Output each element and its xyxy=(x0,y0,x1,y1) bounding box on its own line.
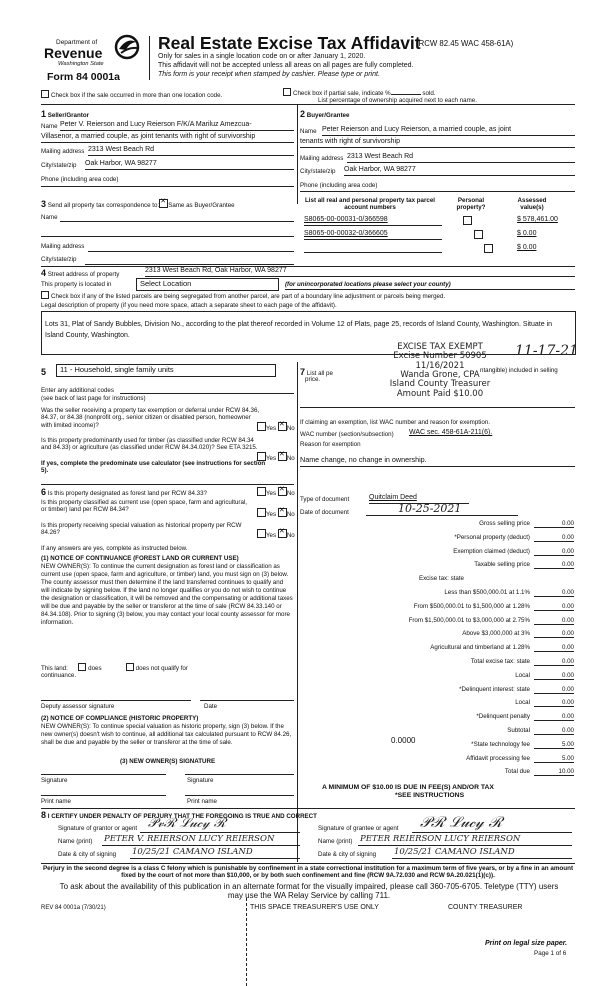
rule xyxy=(41,484,294,485)
reason-label: Reason for exemption xyxy=(300,441,361,448)
see-back: (see back of last page for instructions) xyxy=(41,395,146,402)
tax-row xyxy=(316,589,574,599)
perjury-notice: Perjury in the second degree is a class C felony which is punishable by confinement in a state correctional institution for a maximum term of five years, or by a fine in an amount fixed by the court of not more than $10,000, or by both such confinement and fine (RCW 9A.72.030 and RCW 9A.20.021(1)(c)). xyxy=(42,865,574,880)
reason-value[interactable]: Name change, no change in ownership. xyxy=(300,455,427,464)
dept-state: Washington State xyxy=(58,61,104,67)
does-not-checkbox[interactable] xyxy=(126,663,134,671)
signature-label-2: Signature xyxy=(187,777,214,784)
partial-sale-label: Check box if partial sale, indicate % xyxy=(293,90,391,97)
assessed-value-3[interactable]: $ 0.00 xyxy=(517,244,537,251)
rule xyxy=(200,700,294,701)
rule xyxy=(140,832,300,833)
tax-row xyxy=(316,755,574,765)
section5-number: 5 xyxy=(41,367,47,377)
grantor-date-label: Date & city of signing xyxy=(58,851,117,858)
forest-question: 6 Is this property designated as forest land per RCW 84.33? xyxy=(41,487,207,497)
rule xyxy=(41,236,294,237)
treasurer-divider xyxy=(246,898,247,986)
rule xyxy=(300,407,575,408)
rule xyxy=(88,155,294,156)
parcel-number-1[interactable]: S8065-00-00031-0/366598 xyxy=(304,216,388,223)
tax-row-value[interactable]: 10.00 xyxy=(558,768,574,776)
location-select[interactable]: Select Location xyxy=(136,278,279,291)
tax-row-label: Total due xyxy=(504,768,530,776)
parcel-col-header: List all real and personal property tax parcel account numbers xyxy=(305,197,435,212)
buyer-name-line2[interactable]: tenants with right of survivorship xyxy=(300,138,400,145)
tax-row-value[interactable]: 0.00 xyxy=(561,589,574,596)
tax-row-label: Affidavit processing fee xyxy=(466,754,530,762)
buyer-city-value[interactable]: Oak Harbor, WA 98277 xyxy=(344,166,416,173)
tax-row xyxy=(316,603,574,613)
no-checkbox[interactable] xyxy=(278,422,287,431)
land-use-select[interactable]: 11 - Household, single family units xyxy=(56,364,276,377)
tax-row-label: From $1,500,000.01 to $3,000,000 at 2.75% xyxy=(408,616,530,624)
located-note: (for unincorporated locations please select your county) xyxy=(285,281,451,288)
stamp-line6: Amount Paid $10.00 xyxy=(396,388,484,399)
notice2-title: (2) NOTICE OF COMPLIANCE (HISTORIC PROPERTY) xyxy=(41,715,199,722)
alt-format-notice: To ask about the availability of this publication in an alternate format for the visually impaired, please call 360-705-6705. Teletype (TTY) users may use the WA Relay Service by calling 711. xyxy=(59,882,559,901)
seller-phone-label: Phone (including area code) xyxy=(41,176,119,183)
grantee-signature[interactable]: 𝒫ℛ ℒ𝓊𝒸𝓎 ℛ xyxy=(420,813,503,831)
tax-row xyxy=(316,534,574,544)
mid-divider xyxy=(297,362,298,862)
same-as-buyer-checkbox[interactable] xyxy=(159,199,168,208)
rule xyxy=(60,130,294,131)
form-number: Form 84 0001a xyxy=(47,71,120,83)
tax-row-value[interactable]: 0.00 xyxy=(561,713,574,721)
buyer-phone-label: Phone (including area code) xyxy=(300,182,378,189)
rule xyxy=(304,239,442,240)
stamp-line5: Island County Treasurer xyxy=(389,379,491,390)
tax-row xyxy=(316,630,574,640)
multi-location-check[interactable] xyxy=(41,90,222,99)
rule xyxy=(85,169,294,170)
rule xyxy=(304,225,442,226)
tax-row xyxy=(316,520,574,530)
no-checkbox[interactable] xyxy=(278,487,287,496)
seller-mail-label: Mailing address xyxy=(41,148,85,155)
tax-row-label: Above $3,000,000 at 3% xyxy=(462,630,530,638)
seller-name-label: Name xyxy=(41,123,58,130)
doc-date-label: Date of document xyxy=(300,509,349,516)
seller-city-value[interactable]: Oak Harbor, WA 98277 xyxy=(85,160,157,167)
tax-row-label: *Personal property (deduct) xyxy=(454,533,530,541)
assessed-value-2[interactable]: $ 0.00 xyxy=(517,230,537,237)
tax-row xyxy=(316,686,574,696)
street-address-row: 4 Street address of property xyxy=(41,268,120,278)
rule xyxy=(344,175,575,176)
tax-row xyxy=(316,741,574,751)
tax-row-label: Local xyxy=(515,699,530,707)
q6-2-yes-no[interactable]: Yes ✕ No xyxy=(257,508,295,518)
rule xyxy=(120,393,294,394)
no-checkbox[interactable] xyxy=(278,529,287,538)
wac-value[interactable]: WAC sec. 458-61A-211(6). xyxy=(409,429,493,436)
assessed-value-1[interactable]: $ 578,461.00 xyxy=(517,216,558,223)
certify-heading: 8 I CERTIFY UNDER PENALTY OF PERJURY THAT THE FOREGOING IS TRUE AND CORRECT xyxy=(41,810,317,820)
seller-city-label: City/state/zip xyxy=(41,162,77,169)
rule xyxy=(41,795,166,796)
rule xyxy=(130,858,300,859)
checkbox-icon[interactable] xyxy=(41,90,49,98)
form-rcw: (RCW 82.45 WAC 458-61A) xyxy=(416,39,514,48)
section7-price: price. xyxy=(305,376,321,383)
buyer-city-label: City/state/zip xyxy=(300,168,336,175)
tax-row xyxy=(316,561,574,571)
header-divider xyxy=(149,36,150,80)
deputy-signature-label: Deputy assessor signature xyxy=(41,703,115,710)
tax-row xyxy=(316,727,574,737)
tax-row xyxy=(316,768,574,778)
does-checkbox[interactable] xyxy=(78,663,86,671)
dept-logo-text: Revenue xyxy=(44,45,103,61)
stamp-line1: EXCISE TAX EXEMPT xyxy=(397,342,483,352)
seller-name-line2[interactable]: Villasenor, a married couple, as joint tenants with right of survivorship xyxy=(41,133,256,140)
yes-checkbox[interactable] xyxy=(257,529,266,538)
additional-codes-label: Enter any additional codes xyxy=(41,387,114,394)
buyer-name-line1[interactable]: Peter Reierson and Lucy Reierson, a married couple, as joint xyxy=(322,126,512,133)
q6-1-yes-no[interactable]: Yes ✕ No xyxy=(257,487,295,497)
minimum-due-note: A MINIMUM OF $10.00 IS DUE IN FEE(S) AND/OR TAX xyxy=(322,784,494,791)
tax-row-label: Local xyxy=(515,671,530,679)
deputy-date-label: Date xyxy=(204,703,218,710)
tax-row-value[interactable]: 0.00 xyxy=(561,644,574,652)
tax-row-value[interactable]: 0.00 xyxy=(561,561,574,569)
section3-name-label: Name xyxy=(41,214,58,221)
rule xyxy=(41,104,575,105)
tax-row xyxy=(316,548,574,558)
tax-row-value[interactable]: 0.00 xyxy=(561,685,574,693)
tax-row xyxy=(316,644,574,654)
rule xyxy=(41,700,191,701)
tax-row-label: Excise tax: state xyxy=(418,575,464,583)
subtitle-2: This affidavit will not be accepted unless all areas on all pages are fully completed. xyxy=(158,62,414,69)
grantor-signature-label: Signature of grantor or agent xyxy=(58,825,138,832)
tax-row-value[interactable]: 5.00 xyxy=(561,740,574,748)
tax-row-value[interactable]: 5.00 xyxy=(561,754,574,762)
current-use-question: Is this property classified as current use (open space, farm and agricultural, or timber) land per RCW 84.34? xyxy=(41,499,248,514)
rule xyxy=(300,147,575,148)
no-checkbox[interactable] xyxy=(278,508,287,517)
parcel-number-2[interactable]: S8065-00-00032-0/366605 xyxy=(304,230,388,237)
street-address-value[interactable]: 2313 West Beach Rd, Oak Harbor, WA 98277 xyxy=(145,267,287,274)
section3-city-label: City/state/zip xyxy=(41,256,77,263)
tax-row-label: Subtotal xyxy=(507,727,530,734)
tax-row-label: Total excise tax: state xyxy=(470,658,530,665)
exemption-claim-label: If claiming an exemption, list WAC number and reason for exemption. xyxy=(300,419,490,426)
exemption-question: Was the seller receiving a property tax exemption or deferral under RCW 84.36, 84.37, or 84.38 (nonprofit org., senior citizen or disabled person, homeowner with limited income)? xyxy=(41,407,260,429)
grantor-date-city[interactable]: 10/25/21 CAMANO ISLAND xyxy=(132,847,253,857)
tax-row-value[interactable]: 0.00 xyxy=(561,671,574,679)
multi-location-label: Check box if the sale occurred in more than one location code. xyxy=(51,92,223,99)
rule xyxy=(300,191,575,192)
rule xyxy=(185,774,294,775)
this-land-row: This land: does does not qualify for xyxy=(41,665,188,672)
doc-date-value[interactable]: 10-25-2021 xyxy=(398,502,462,515)
personal-property-checkbox-3[interactable] xyxy=(484,244,493,253)
rule xyxy=(366,515,518,516)
rule xyxy=(102,845,300,846)
q2-yes-no[interactable]: Yes ✕ No xyxy=(257,452,295,462)
see-instructions: *SEE INSTRUCTIONS xyxy=(395,792,465,799)
tax-row xyxy=(316,699,574,709)
page-number: Page 1 of 6 xyxy=(534,950,567,957)
tax-row-label: *Delinquent interest: state xyxy=(459,685,530,693)
legal-desc-label: Legal description of property (if you need more space, attach a separate sheet to each page of the affidavit). xyxy=(41,302,337,309)
doc-type-label: Type of document xyxy=(300,496,350,503)
rule xyxy=(392,858,572,859)
dept-line1: Department of xyxy=(56,39,98,46)
legal-size-note: Print on legal size paper. xyxy=(485,940,568,947)
rule xyxy=(41,266,575,267)
q6-3-yes-no[interactable]: Yes ✕ No xyxy=(257,529,295,539)
rule xyxy=(285,289,575,290)
tax-row-label: Gross selling price xyxy=(479,520,530,527)
segregated-check[interactable]: Check box if any of the listed parcels are being segregated from another parcel, are part of a boundary line adjustment or parcels being merged. xyxy=(41,291,445,300)
rule xyxy=(88,251,294,252)
tax-row-value[interactable]: 0.00 xyxy=(561,616,574,624)
yes-checkbox[interactable] xyxy=(257,422,266,431)
tax-row xyxy=(316,672,574,682)
subtitle-3: This form is your receipt when stamped by cashier. Please type or print. xyxy=(158,71,380,78)
tax-row-label: From $500,000.01 to $1,500,000 at 1.28% xyxy=(413,602,530,610)
rule xyxy=(300,466,575,467)
timber-note: If yes, complete the predominate use calculator (see instructions for section 5). xyxy=(41,460,266,475)
grantee-date-label: Date & city of signing xyxy=(318,851,377,858)
signature-label-1: Signature xyxy=(41,777,68,784)
rule xyxy=(412,832,572,833)
partial-sale-check[interactable] xyxy=(283,88,436,97)
subtitle-1: Only for sales in a single location code on or after January 1, 2020. xyxy=(158,53,366,60)
rule xyxy=(322,135,575,136)
stamp-line3: 11/16/2021 xyxy=(415,360,465,371)
assessed-col-header: Assessed value(s) xyxy=(517,197,547,212)
doc-type-value[interactable]: Quitclaim Deed xyxy=(369,494,417,501)
ownership-note: List percentage of ownership acquired next to each name. xyxy=(318,97,477,104)
tax-row-label: *State technology fee xyxy=(471,740,530,748)
if-yes-note: If any answers are yes, complete as instructed below. xyxy=(41,545,188,552)
tax-row-label: Agricultural and timberland at 1.28% xyxy=(430,644,530,652)
buyer-mail-label: Mailing address xyxy=(300,155,344,162)
print-name-label-1: Print name xyxy=(41,798,71,805)
wac-label: WAC number (section/subsection) xyxy=(300,431,394,438)
tax-row-label: *Delinquent penalty xyxy=(476,713,530,721)
personal-property-checkbox-2[interactable] xyxy=(474,230,483,239)
section3-mail-label: Mailing address xyxy=(41,243,85,250)
rule xyxy=(41,186,294,187)
grantee-name-label: Name (print) xyxy=(318,838,353,845)
q1-yes-no[interactable]: Yes ✕ No xyxy=(257,422,295,432)
tax-row-value[interactable]: 0.00 xyxy=(561,630,574,638)
stamp-handwritten-date: 11-17-21 xyxy=(515,343,578,359)
tax-row-value[interactable]: 0.00 xyxy=(561,602,574,610)
located-label: This property is located in xyxy=(41,281,112,288)
partial-sold-label: sold. xyxy=(422,90,436,97)
buyer-mail-value[interactable]: 2313 West Beach Rd xyxy=(347,153,414,160)
notice1-text: NEW OWNER(S): To continue the current designation as forest land or classification as current use (open space, farm and agriculture, or timber) land, you must sign on (3) below. The county assessor must then determine if the land transferred continues to qualify and will indicate by signing below. If the land no longer qualifies or you do not wish to continue the designation or classification, it will be removed and the compensating or additional taxes will be due and payable by the seller or transferor at the time of sale (RCW 84.33.140 or 84.34.108). Prior to signing (3) below, you may contact your local county assessor for more information. xyxy=(41,563,293,626)
rule xyxy=(41,808,575,809)
revision-code: REV 84 0001a (7/30/21) xyxy=(41,905,106,911)
rule xyxy=(347,162,575,163)
buyer-heading: 2 Buyer/Grantee xyxy=(300,109,350,119)
rule xyxy=(41,863,575,864)
grantor-name-label: Name (print) xyxy=(58,838,93,845)
tax-row xyxy=(316,658,574,668)
tax-row-value[interactable]: 0.00 xyxy=(561,533,574,541)
tax-row xyxy=(316,575,574,585)
stamp-line4: Wanda Grone, CPA xyxy=(400,370,480,381)
grantor-name-print[interactable]: PETER V. REIERSON LUCY REIERSON xyxy=(104,834,275,844)
col-divider xyxy=(297,104,298,204)
grantee-signature-label: Signature of grantee or agent xyxy=(318,825,399,832)
notice2-text: NEW OWNER(S): To continue special valuation as historic property, sign (3) below. If the new owner(s) doesn't wish to continue, all additional tax calculated pursuant to RCW 84.26, shall be due and payable by the seller or transferor at the time of sale. xyxy=(41,723,292,746)
buyer-name-label: Name xyxy=(300,128,317,135)
tax-row-value[interactable]: 0.00 xyxy=(561,520,574,527)
tax-row xyxy=(316,617,574,627)
stamp-line2: Excise Number 50905 xyxy=(393,351,487,362)
yes-checkbox[interactable] xyxy=(257,487,266,496)
checkbox-icon[interactable] xyxy=(283,88,291,96)
grantee-name-print[interactable]: PETER REIERSON LUCY REIERSON xyxy=(360,834,521,844)
tax-row-value[interactable]: 0.00 xyxy=(561,547,574,555)
tax-row-label: Taxable selling price xyxy=(474,561,530,569)
print-name-label-2: Print name xyxy=(187,798,217,805)
tax-row xyxy=(316,713,574,723)
personal-property-checkbox-1[interactable] xyxy=(463,216,472,225)
tax-row-value[interactable]: 0.00 xyxy=(561,727,574,734)
tax-row-label: Exemption claimed (deduct) xyxy=(453,547,530,555)
section3-heading: 3 Send all property tax correspondence to:✕ Same as Buyer/Grantee xyxy=(41,199,235,210)
seller-heading: 1 Seller/Grantor xyxy=(41,109,90,119)
section7-tangible: ntangible) included in selling xyxy=(480,367,558,374)
tax-row-label: Less than $500,000.01 at 1.1% xyxy=(444,589,530,596)
checkbox-icon[interactable] xyxy=(41,291,49,299)
rule xyxy=(41,774,166,775)
notice1-title: (1) NOTICE OF CONTINUANCE (FOREST LAND OR CURRENT USE) xyxy=(41,555,239,562)
form-title: Real Estate Excise Tax Affidavit xyxy=(158,33,421,53)
personal-col-header: Personal property? xyxy=(456,197,486,212)
tax-row-value[interactable]: 0.00 xyxy=(561,699,574,707)
historic-question: Is this property receiving special valuation as historical property per RCW 84.26? xyxy=(41,522,242,537)
legal-desc-text: Lots 31, Plat of Sandy Bubbles, Division No., according to the plat thereof recorded in Volume 12 of Plats, page 25, records of Island County, Washington. Situate in Island County, Washington. xyxy=(45,321,553,340)
section7-heading: 7 List all pe xyxy=(300,367,333,377)
rule xyxy=(85,264,294,265)
rule xyxy=(145,276,575,277)
tax-row-value[interactable]: 0.00 xyxy=(561,658,574,665)
rule xyxy=(41,142,294,143)
seller-name-line1[interactable]: Peter V. Reierson and Lucy Reierson F/K/A Mariluz Amezcua- xyxy=(60,121,252,128)
continuance-label: continuance. xyxy=(41,672,77,679)
grantee-date-city[interactable]: 10/25/21 CAMANO ISLAND xyxy=(394,847,515,857)
rule xyxy=(358,845,572,846)
revenue-logo-icon xyxy=(112,34,142,62)
grantor-signature[interactable]: 𝒫𝓋ℛ ℒ𝓊𝒸𝓎 ℛ xyxy=(148,816,226,831)
owner-signature-heading: (3) NEW OWNER(S) SIGNATURE xyxy=(120,758,216,765)
timber-question: Is this property predominantly used for timber (as classified under RCW 84.34 and 84.33) or agriculture (as classified under RCW 84.34.020)? See ETA 3215. xyxy=(41,437,258,452)
rule xyxy=(60,221,294,222)
county-treasurer-label: COUNTY TREASURER xyxy=(448,904,523,911)
no-checkbox[interactable] xyxy=(278,452,287,461)
treasurer-use-label: THIS SPACE TREASURER'S USE ONLY xyxy=(250,904,379,911)
yes-checkbox[interactable] xyxy=(257,508,266,517)
local-rate[interactable]: 0.0000 xyxy=(391,736,416,745)
seller-mail-value[interactable]: 2313 West Beach Rd xyxy=(88,146,155,153)
rule xyxy=(185,795,294,796)
rule xyxy=(304,252,442,253)
